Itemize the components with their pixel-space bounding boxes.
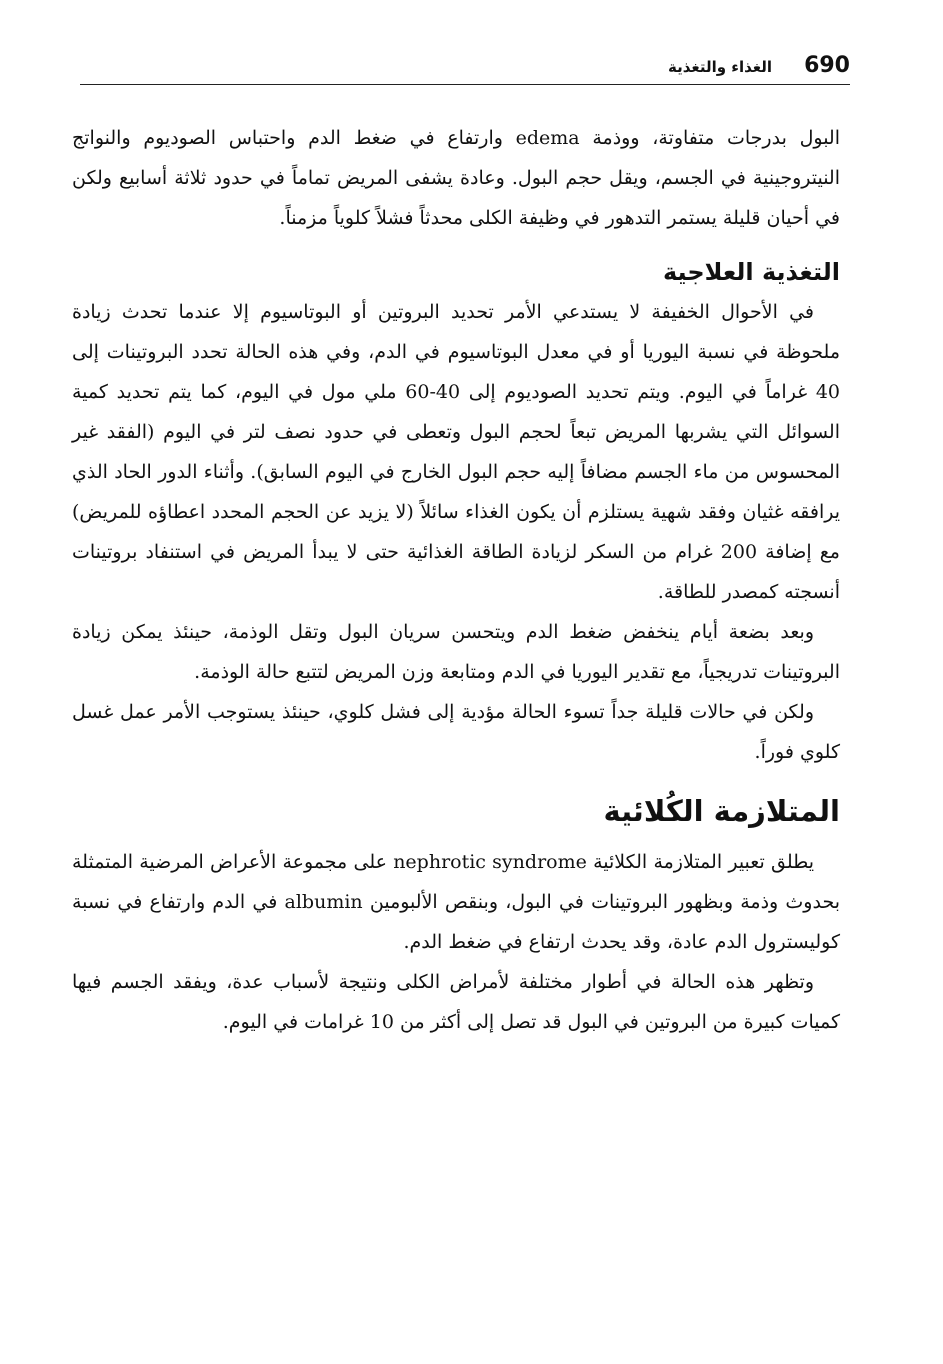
- page-number: 690: [804, 53, 850, 78]
- paragraph-therapeutic-nutrition: في الأحوال الخفيفة لا يستدعي الأمر تحديد البروتين أو البوتاسيوم إلا عندما تحدث زيادة ملحوظة في نسبة اليوريا أو في معدل البوتاسيوم في الدم، وفي هذه الحالة تحدد البروتينات إلى 40 غراماً في اليوم. ويتم تحديد الصوديوم إلى 40-60 ملي مول في اليوم، كما يتم تحديد كمية السوائل التي يشربها المريض تبعاً لحجم البول وتعطى في حدود نصف لتر في اليوم (الفقد غير المحسوس من ماء الجسم مضافاً إليه حجم البول الخارج في اليوم السابق). وأثناء الدور الحاد الذي يرافقه غثيان وفقد شهية يستلزم أن يكون الغذاء سائلاً (لا يزيد عن الحجم المحدد اعطاؤه للمريض) مع إضافة 200 غرام من السكر لزيادة الطاقة الغذائية حتى لا يبدأ المريض في استنفاد بروتينات أنسجته كمصدر للطاقة.: [72, 301, 841, 603]
- running-header: [80, 52, 850, 82]
- section-heading-nephrotic-syndrome: المتلازمة الكُلائية: [603, 794, 840, 828]
- paragraph-recovery: وبعد بضعة أيام ينخفض ضغط الدم ويتحسن سريان البول وتقل الوذمة، حينئذ يمكن زيادة البروتينات تدريجياً، مع تقدير اليوريا في الدم ومتابعة وزن المريض لتتبع حالة الوذمة.: [72, 621, 840, 683]
- running-header-title: الغذاء والتغذية: [667, 58, 772, 76]
- paragraph-continued: البول بدرجات متفاوتة، ووذمة edema وارتفاع في ضغط الدم واحتباس الصوديوم والنواتج النيتروجينية في الجسم، ويقل حجم البول. وعادة يشفى المريض تماماً في حدود ثلاثة أسابيع ولكن في أحيان قليلة يستمر التدهور في وظيفة الكلى محدثاً فشلاً كلوياً مزمناً.: [72, 127, 840, 229]
- page-body: [72, 118, 840, 1042]
- paragraph-dialysis: ولكن في حالات قليلة جداً تسوء الحالة مؤدية إلى فشل كلوي، حينئذ يستوجب الأمر عمل غسل كلوي فوراً.: [72, 701, 840, 763]
- section-heading-therapeutic-nutrition: التغذية العلاجية: [662, 258, 840, 286]
- header-divider: [80, 84, 850, 85]
- paragraph-nephrotic-causes: وتظهر هذه الحالة في أطوار مختلفة لأمراض الكلى ونتيجة لأسباب عدة، ويفقد الجسم فيها كميات كبيرة من البروتين في البول قد تصل إلى أكثر من 10 غرامات في اليوم.: [72, 971, 840, 1033]
- paragraph-nephrotic-definition: يطلق تعبير المتلازمة الكلائية nephrotic syndrome على مجموعة الأعراض المرضية المتمثلة بحدوث وذمة وبظهور البروتينات في البول، وبنقص الألبومين albumin في الدم وارتفاع في نسبة كوليسترول الدم عادة، وقد يحدث ارتفاع في ضغط الدم.: [72, 851, 840, 953]
